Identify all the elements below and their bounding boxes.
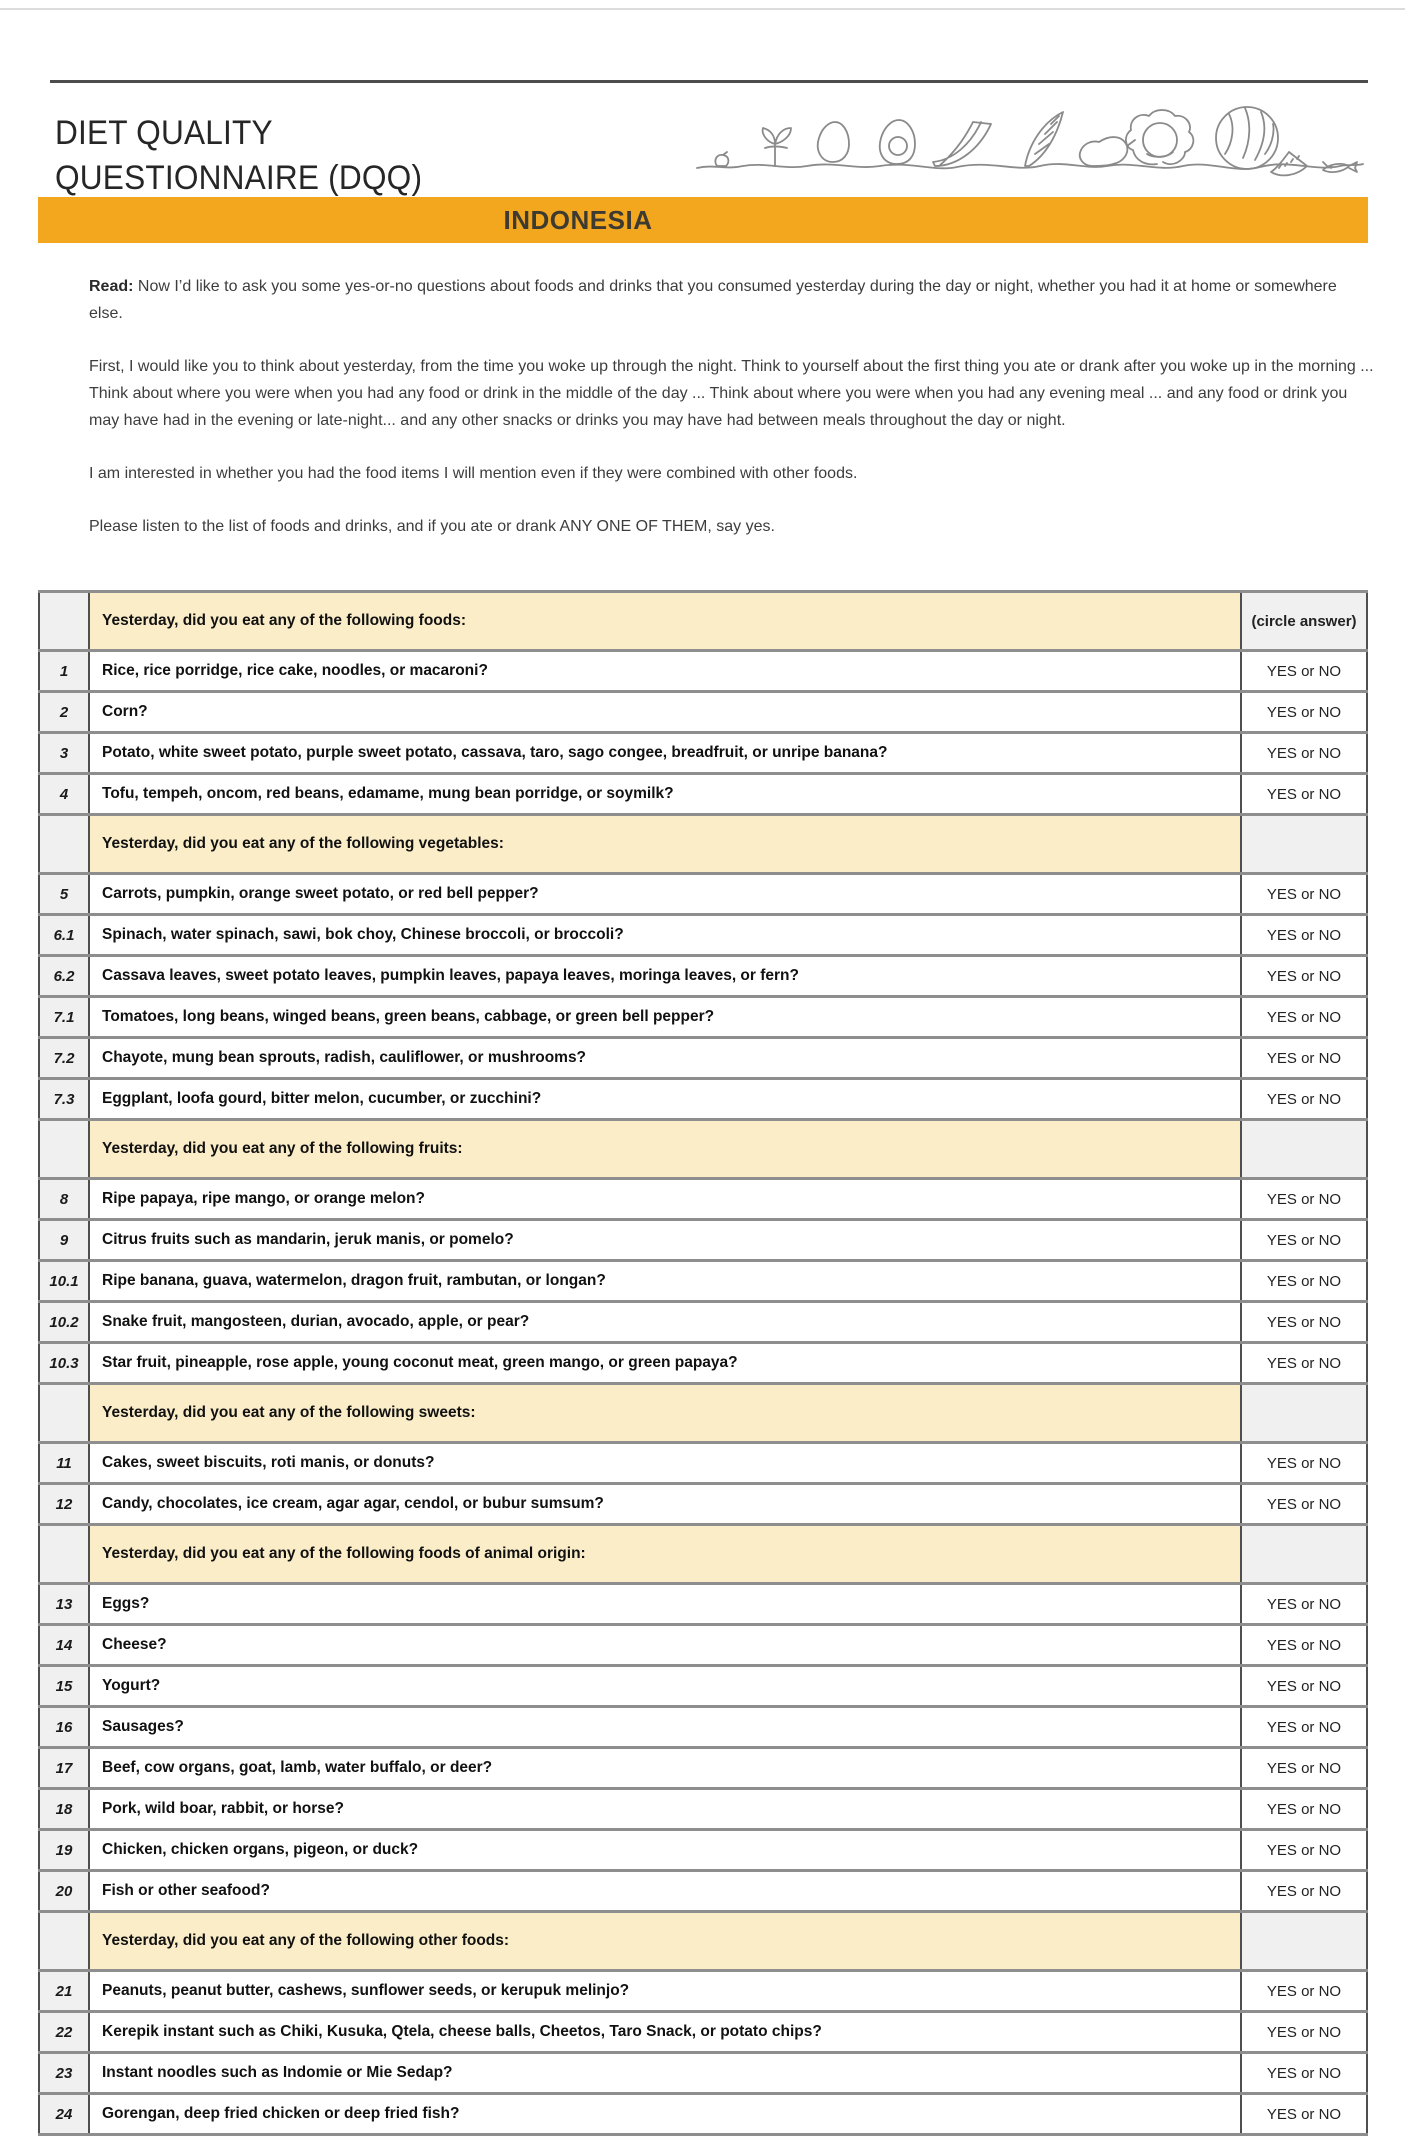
question-text: Gorengan, deep fried chicken or deep fried fish? [89,2094,1241,2135]
question-row [39,1830,1367,1871]
food-questionnaire-table [38,590,1368,2136]
read-label: Read: [89,278,134,295]
section-header-row [39,1384,1367,1443]
food-illustration [695,82,1365,190]
question-number: 7.1 [39,997,89,1038]
section-header-text: Yesterday, did you eat any of the following vegetables: [89,815,1241,874]
yes-no-answer[interactable]: YES or NO [1241,874,1367,915]
question-text: Yogurt? [89,1666,1241,1707]
yes-no-answer[interactable]: YES or NO [1241,1707,1367,1748]
yes-no-answer[interactable]: YES or NO [1241,2053,1367,2094]
section-number-cell [39,1120,89,1179]
question-number: 7.3 [39,1079,89,1120]
question-text: Peanuts, peanut butter, cashews, sunflower seeds, or kerupuk melinjo? [89,1971,1241,2012]
question-number: 3 [39,733,89,774]
section-number-cell [39,1912,89,1971]
question-row [39,874,1367,915]
question-text: Ripe banana, guava, watermelon, dragon fruit, rambutan, or longan? [89,1261,1241,1302]
question-row [39,1666,1367,1707]
yes-no-answer[interactable]: YES or NO [1241,1871,1367,1912]
yes-no-answer[interactable]: YES or NO [1241,915,1367,956]
yes-no-answer[interactable]: YES or NO [1241,1971,1367,2012]
question-row [39,1261,1367,1302]
question-text: Pork, wild boar, rabbit, or horse? [89,1789,1241,1830]
question-number: 11 [39,1443,89,1484]
question-row [39,1707,1367,1748]
question-number: 6.1 [39,915,89,956]
yes-no-answer[interactable]: YES or NO [1241,692,1367,733]
question-number: 22 [39,2012,89,2053]
question-row [39,997,1367,1038]
question-number: 19 [39,1830,89,1871]
question-number: 16 [39,1707,89,1748]
question-text: Sausages? [89,1707,1241,1748]
read-text: Now I’d like to ask you some yes-or-no questions about foods and drinks that you consumed yesterday during the day or night, whether you had it at home or somewhere else. [89,278,1337,322]
page-top-edge [0,8,1405,10]
intro-section [89,273,1375,566]
question-number: 8 [39,1179,89,1220]
section-header-text: Yesterday, did you eat any of the following fruits: [89,1120,1241,1179]
question-row [39,1584,1367,1625]
question-text: Potato, white sweet potato, purple sweet potato, cassava, taro, sago congee, breadfruit, or unripe banana? [89,733,1241,774]
question-text: Kerepik instant such as Chiki, Kusuka, Qtela, cheese balls, Cheetos, Taro Snack, or potato chips? [89,2012,1241,2053]
yes-no-answer[interactable]: YES or NO [1241,1484,1367,1525]
question-number: 2 [39,692,89,733]
question-number: 17 [39,1748,89,1789]
question-number: 21 [39,1971,89,2012]
question-row [39,1789,1367,1830]
page-title-line-2: QUESTIONNAIRE (DQQ) [55,158,423,197]
question-row [39,692,1367,733]
answer-cell-empty [1241,1384,1367,1443]
question-text: Chicken, chicken organs, pigeon, or duck? [89,1830,1241,1871]
yes-no-answer[interactable]: YES or NO [1241,1443,1367,1484]
question-number: 18 [39,1789,89,1830]
yes-no-answer[interactable]: YES or NO [1241,1789,1367,1830]
section-header-row [39,1912,1367,1971]
question-number: 24 [39,2094,89,2135]
question-row [39,1443,1367,1484]
circle-answer-header: (circle answer) [1241,592,1367,651]
yes-no-answer[interactable]: YES or NO [1241,1302,1367,1343]
questionnaire-rows [39,592,1367,2135]
question-text: Eggs? [89,1584,1241,1625]
question-text: Star fruit, pineapple, rose apple, young coconut meat, green mango, or green papaya? [89,1343,1241,1384]
yes-no-answer[interactable]: YES or NO [1241,651,1367,692]
yes-no-answer[interactable]: YES or NO [1241,733,1367,774]
section-header-row [39,1525,1367,1584]
yes-no-answer[interactable]: YES or NO [1241,1079,1367,1120]
yes-no-answer[interactable]: YES or NO [1241,2094,1367,2135]
section-header-text: Yesterday, did you eat any of the following foods of animal origin: [89,1525,1241,1584]
question-number: 13 [39,1584,89,1625]
question-text: Spinach, water spinach, sawi, bok choy, Chinese broccoli, or broccoli? [89,915,1241,956]
section-number-cell [39,1525,89,1584]
section-header-row [39,592,1367,651]
section-header-row [39,1120,1367,1179]
question-row [39,1871,1367,1912]
yes-no-answer[interactable]: YES or NO [1241,1179,1367,1220]
section-number-cell [39,815,89,874]
question-text: Tofu, tempeh, oncom, red beans, edamame, mung bean porridge, or soymilk? [89,774,1241,815]
answer-cell-empty [1241,1912,1367,1971]
intro-paragraph-2: First, I would like you to think about yesterday, from the time you woke up through the night. Think to yourself about the first thing you ate or drank after you woke up in the morning ... Think about where you were when you had any food or drink in the middle of the day ... Think about where you were when you had any evening meal ... and any food or drink you may have had in the evening or late-night... and any other snacks or drinks you may have had between meals throughout the day or night. [89,358,1374,429]
section-header-text: Yesterday, did you eat any of the following sweets: [89,1384,1241,1443]
question-row [39,1971,1367,2012]
question-row [39,1625,1367,1666]
question-text: Fish or other seafood? [89,1871,1241,1912]
yes-no-answer[interactable]: YES or NO [1241,1625,1367,1666]
yes-no-answer[interactable]: YES or NO [1241,1584,1367,1625]
question-row [39,1343,1367,1384]
question-number: 4 [39,774,89,815]
question-text: Ripe papaya, ripe mango, or orange melon? [89,1179,1241,1220]
section-header-text: Yesterday, did you eat any of the following foods: [89,592,1241,651]
question-text: Snake fruit, mangosteen, durian, avocado, apple, or pear? [89,1302,1241,1343]
question-text: Corn? [89,692,1241,733]
question-row [39,1302,1367,1343]
question-row [39,2012,1367,2053]
question-number: 10.3 [39,1343,89,1384]
question-text: Cheese? [89,1625,1241,1666]
question-number: 9 [39,1220,89,1261]
question-row [39,1748,1367,1789]
question-row [39,956,1367,997]
question-text: Carrots, pumpkin, orange sweet potato, or red bell pepper? [89,874,1241,915]
country-name: INDONESIA [503,204,653,235]
question-row [39,1220,1367,1261]
question-text: Citrus fruits such as mandarin, jeruk manis, or pomelo? [89,1220,1241,1261]
yes-no-answer[interactable]: YES or NO [1241,2012,1367,2053]
yes-no-answer[interactable]: YES or NO [1241,1261,1367,1302]
intro-paragraph-4: Please listen to the list of foods and drinks, and if you ate or drank ANY ONE OF THEM, say yes. [89,518,775,535]
page-title-line-1: DIET QUALITY [55,113,273,152]
section-number-cell [39,592,89,651]
question-row [39,915,1367,956]
question-number: 23 [39,2053,89,2094]
question-text: Cassava leaves, sweet potato leaves, pumpkin leaves, papaya leaves, moringa leaves, or fern? [89,956,1241,997]
question-row [39,1179,1367,1220]
question-text: Chayote, mung bean sprouts, radish, cauliflower, or mushrooms? [89,1038,1241,1079]
answer-cell-empty [1241,1525,1367,1584]
section-header-row [39,815,1367,874]
intro-read-paragraph [89,273,1375,327]
yes-no-answer[interactable]: YES or NO [1241,1830,1367,1871]
question-row [39,1484,1367,1525]
question-row [39,733,1367,774]
question-text: Tomatoes, long beans, winged beans, green beans, cabbage, or green bell pepper? [89,997,1241,1038]
country-banner [38,197,1368,243]
question-row [39,1079,1367,1120]
question-text: Eggplant, loofa gourd, bitter melon, cucumber, or zucchini? [89,1079,1241,1120]
question-number: 10.2 [39,1302,89,1343]
yes-no-answer[interactable]: YES or NO [1241,997,1367,1038]
question-number: 15 [39,1666,89,1707]
question-number: 6.2 [39,956,89,997]
yes-no-answer[interactable]: YES or NO [1241,1038,1367,1079]
question-row [39,774,1367,815]
yes-no-answer[interactable]: YES or NO [1241,1748,1367,1789]
question-number: 1 [39,651,89,692]
question-text: Candy, chocolates, ice cream, agar agar, cendol, or bubur sumsum? [89,1484,1241,1525]
yes-no-answer[interactable]: YES or NO [1241,956,1367,997]
question-number: 14 [39,1625,89,1666]
question-text: Beef, cow organs, goat, lamb, water buffalo, or deer? [89,1748,1241,1789]
question-number: 20 [39,1871,89,1912]
question-number: 5 [39,874,89,915]
yes-no-answer[interactable]: YES or NO [1241,1666,1367,1707]
section-number-cell [39,1384,89,1443]
question-row [39,1038,1367,1079]
food-line-art-icon [695,82,1365,190]
question-text: Cakes, sweet biscuits, roti manis, or donuts? [89,1443,1241,1484]
answer-cell-empty [1241,815,1367,874]
intro-paragraph-3: I am interested in whether you had the food items I will mention even if they were combined with other foods. [89,465,858,482]
yes-no-answer[interactable]: YES or NO [1241,1220,1367,1261]
question-number: 12 [39,1484,89,1525]
yes-no-answer[interactable]: YES or NO [1241,1343,1367,1384]
question-row [39,2094,1367,2135]
question-number: 10.1 [39,1261,89,1302]
section-header-text: Yesterday, did you eat any of the following other foods: [89,1912,1241,1971]
question-row [39,651,1367,692]
page-title [55,111,422,201]
answer-cell-empty [1241,1120,1367,1179]
question-number: 7.2 [39,1038,89,1079]
question-text: Rice, rice porridge, rice cake, noodles, or macaroni? [89,651,1241,692]
question-row [39,2053,1367,2094]
question-text: Instant noodles such as Indomie or Mie Sedap? [89,2053,1241,2094]
yes-no-answer[interactable]: YES or NO [1241,774,1367,815]
